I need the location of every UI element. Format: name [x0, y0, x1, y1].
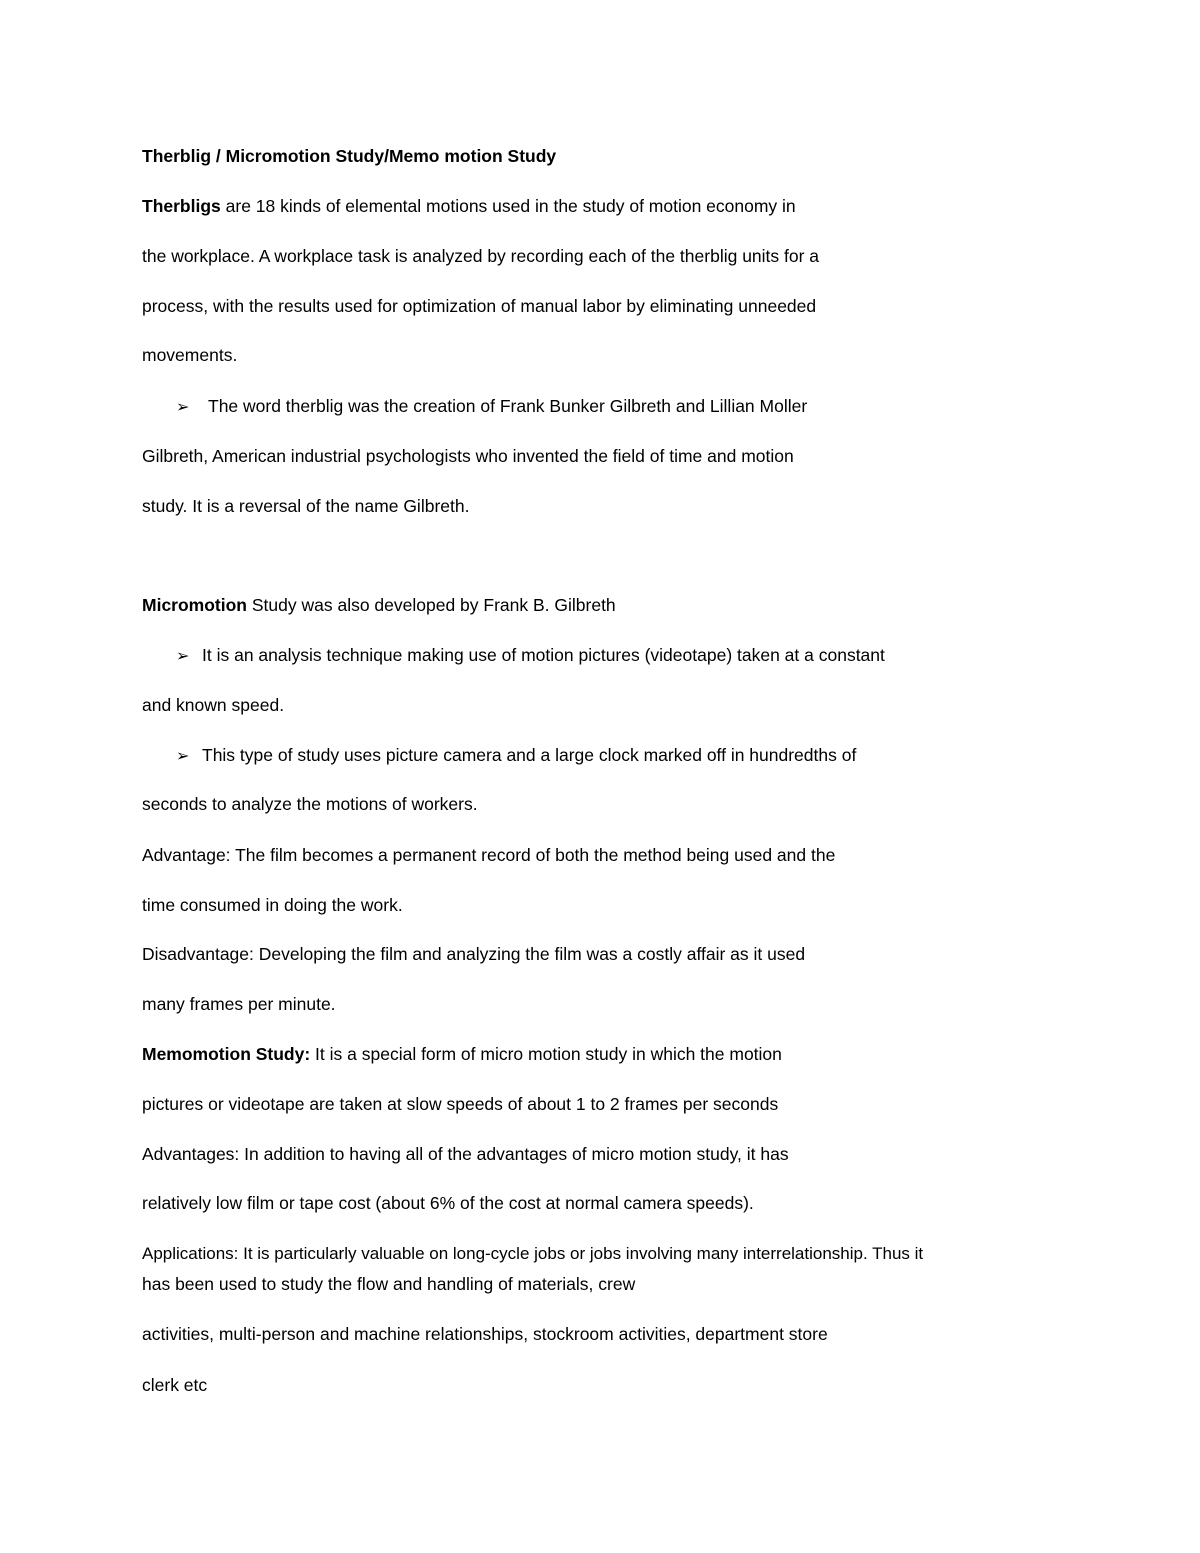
- term-micromotion: Micromotion: [142, 595, 247, 615]
- paragraph-applications-line1: Applications: It is particularly valuable on long-cycle jobs or jobs involving many interrelationship. Thus it: [142, 1244, 924, 1263]
- paragraph-applications-line4: clerk etc: [142, 1375, 208, 1395]
- bullet-text: The word therblig was the creation of Frank Bunker Gilbreth and Lillian Moller: [208, 396, 808, 416]
- paragraph-text: It is a special form of micro motion study in which the motion: [310, 1044, 782, 1064]
- paragraph-advantage-line2: time consumed in doing the work.: [142, 895, 403, 915]
- bullet-item-picture-camera: [176, 744, 856, 767]
- arrow-bullet-icon: ➢: [176, 746, 190, 765]
- arrow-bullet-icon: ➢: [176, 397, 190, 416]
- paragraph-therbligs-line1: [142, 195, 796, 217]
- bullet-continuation: study. It is a reversal of the name Gilbreth.: [142, 496, 470, 516]
- bullet-text: It is an analysis technique making use of motion pictures (videotape) taken at a constant: [202, 645, 885, 665]
- document-title: Therblig / Micromotion Study/Memo motion Study: [142, 146, 557, 166]
- paragraph-disadvantage-line2: many frames per minute.: [142, 994, 336, 1014]
- paragraph-advantages-line2: relatively low film or tape cost (about 6% of the cost at normal camera speeds).: [142, 1193, 754, 1213]
- paragraph-disadvantage-line1: Disadvantage: Developing the film and analyzing the film was a costly affair as it used: [142, 944, 806, 964]
- paragraph-memomotion-line1: [142, 1043, 782, 1065]
- bullet-item-analysis-technique: [176, 644, 885, 667]
- paragraph-text: Study was also developed by Frank B. Gilbreth: [247, 595, 616, 615]
- paragraph-applications-line3: activities, multi-person and machine relationships, stockroom activities, department store: [142, 1324, 828, 1344]
- term-therbligs: Therbligs: [142, 196, 221, 216]
- paragraph-therbligs-line4: movements.: [142, 345, 238, 365]
- paragraph-micromotion: [142, 594, 616, 616]
- paragraph-therbligs-line2: the workplace. A workplace task is analyzed by recording each of the therblig units for a: [142, 246, 820, 266]
- paragraph-advantage-line1: Advantage: The film becomes a permanent record of both the method being used and the: [142, 845, 836, 865]
- bullet-continuation: seconds to analyze the motions of workers.: [142, 794, 478, 814]
- arrow-bullet-icon: ➢: [176, 646, 190, 665]
- paragraph-applications-line2: has been used to study the flow and handling of materials, crew: [142, 1274, 636, 1294]
- paragraph-therbligs-line3: process, with the results used for optimization of manual labor by eliminating unneeded: [142, 296, 817, 316]
- bullet-text: This type of study uses picture camera and a large clock marked off in hundredths of: [202, 745, 857, 765]
- term-memomotion: Memomotion Study:: [142, 1044, 311, 1064]
- bullet-continuation: and known speed.: [142, 695, 285, 715]
- paragraph-memomotion-line2: pictures or videotape are taken at slow speeds of about 1 to 2 frames per seconds: [142, 1094, 779, 1114]
- bullet-item-therblig-origin: [176, 395, 807, 418]
- paragraph-text: are 18 kinds of elemental motions used in the study of motion economy in: [220, 196, 796, 216]
- paragraph-advantages-line1: Advantages: In addition to having all of the advantages of micro motion study, it has: [142, 1144, 789, 1164]
- bullet-continuation: Gilbreth, American industrial psychologists who invented the field of time and motion: [142, 446, 794, 466]
